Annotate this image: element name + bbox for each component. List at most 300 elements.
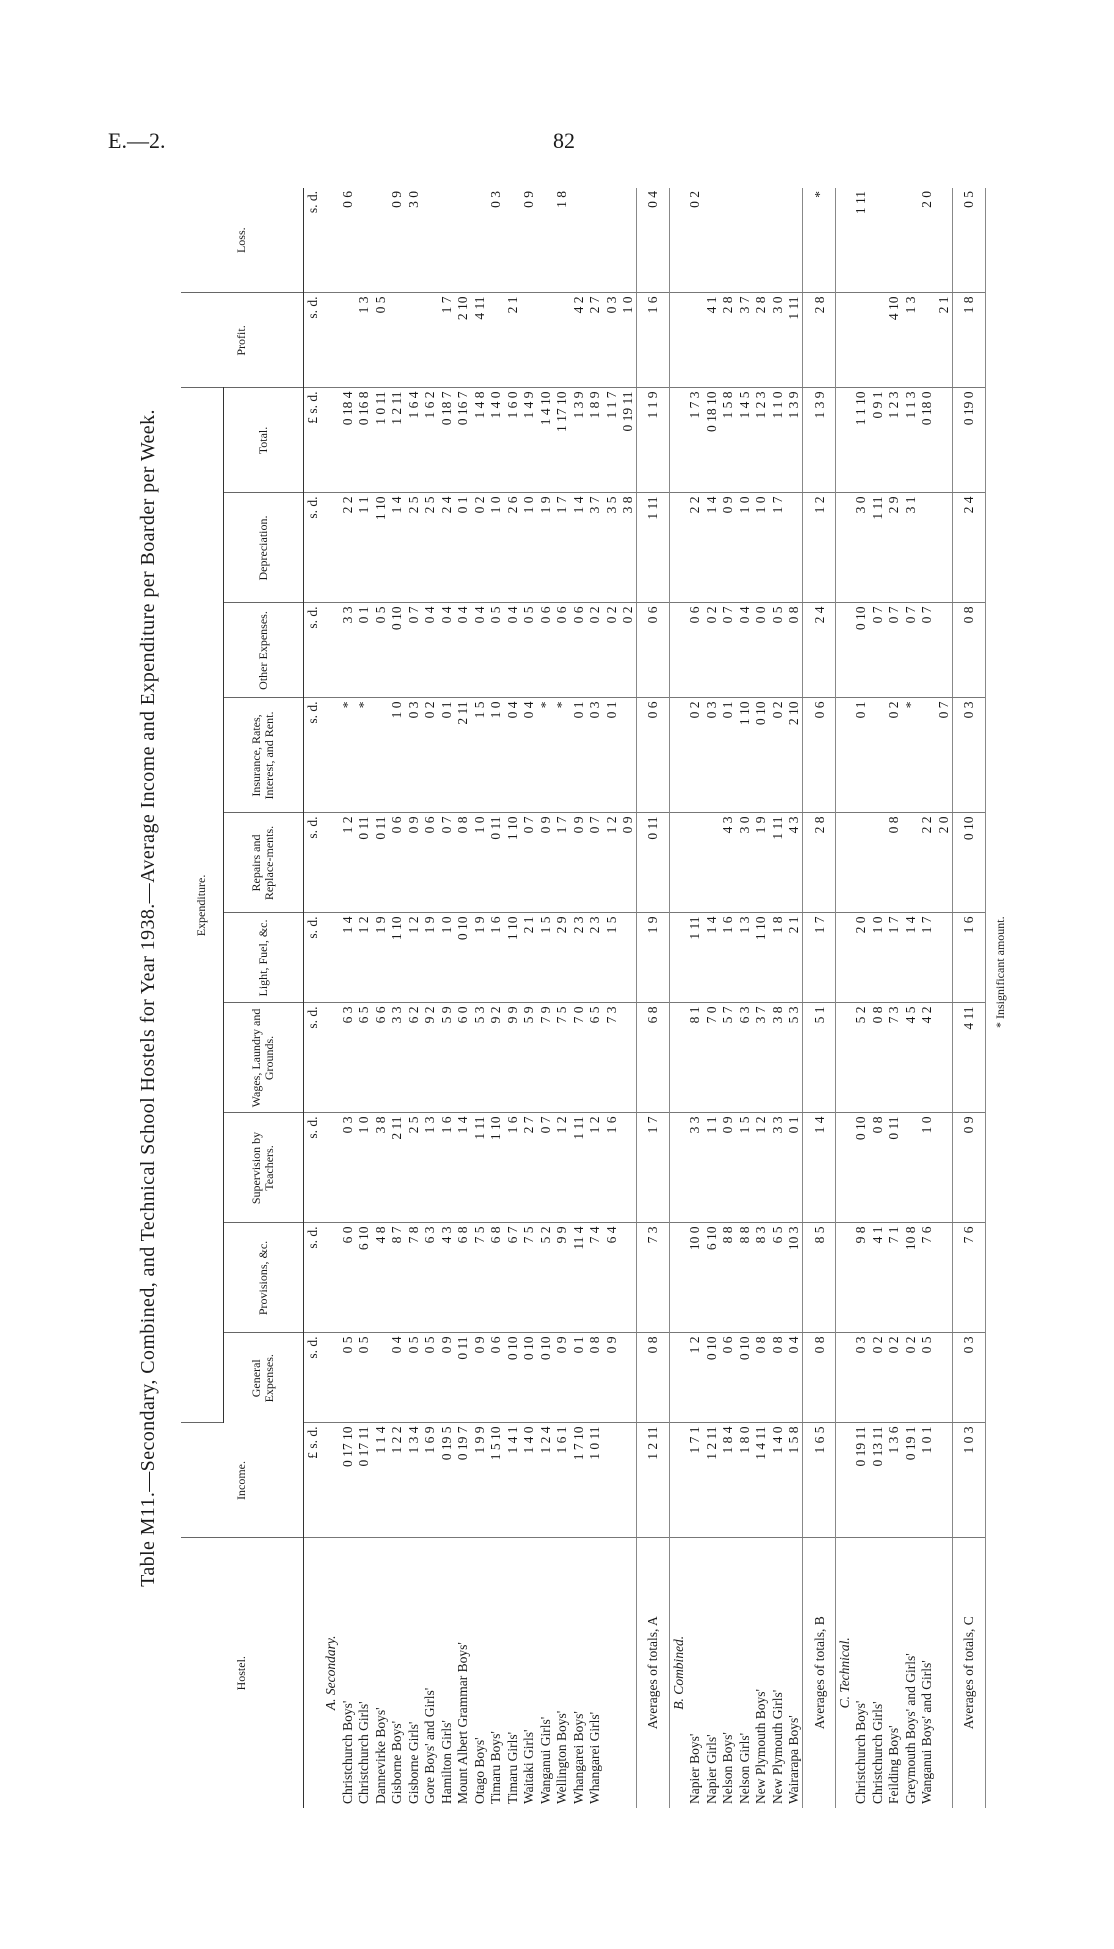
value-cell: 9 2 xyxy=(488,1003,505,1113)
value-cell: 0 1 xyxy=(603,698,620,813)
value-cell: 0 5 xyxy=(488,603,505,698)
value-cell: 6 3 xyxy=(422,1223,439,1333)
value-cell: 1 4 10 xyxy=(537,388,554,493)
value-cell: 1 10 xyxy=(372,493,389,603)
value-cell: 0 6 xyxy=(389,813,406,913)
value-cell: 1 10 xyxy=(504,913,521,1003)
average-value-cell: 1 2 xyxy=(803,493,836,603)
table-row xyxy=(769,188,786,1808)
value-cell: 1 7 xyxy=(554,493,571,603)
empty-cell xyxy=(836,698,853,813)
units-row xyxy=(303,188,323,1808)
footnote: * Insignificant amount. xyxy=(993,916,1007,1028)
hostel-name: Gisborne Boys' xyxy=(389,1720,405,1804)
value-cell: 2 2 xyxy=(339,493,356,603)
value-cell: 2 2 xyxy=(687,493,704,603)
empty-cell xyxy=(323,1113,340,1223)
empty-cell xyxy=(323,603,340,698)
value-cell: 0 5 xyxy=(339,1333,356,1423)
value-cell: 7 8 xyxy=(405,1223,422,1333)
value-cell xyxy=(736,188,753,293)
averages-label: Averages of totals, B xyxy=(803,1538,836,1808)
hostel-name: Wellington Boys' xyxy=(554,1710,570,1804)
table-row xyxy=(753,188,770,1808)
value-cell: 1 0 xyxy=(919,1113,936,1223)
average-value-cell: 0 11 xyxy=(637,813,670,913)
empty-cell xyxy=(670,913,687,1003)
value-cell: 1 5 8 xyxy=(720,388,737,493)
empty-cell xyxy=(670,1113,687,1223)
table-row xyxy=(405,188,422,1808)
value-cell: 0 4 xyxy=(504,698,521,813)
value-cell xyxy=(620,1003,637,1113)
value-cell: 1 2 xyxy=(554,1113,571,1223)
value-cell: 4 1 xyxy=(869,1223,886,1333)
value-cell: 0 6 xyxy=(537,603,554,698)
value-cell: 1 3 xyxy=(902,293,919,388)
value-cell: 6 2 xyxy=(405,1003,422,1113)
value-cell: 0 10 xyxy=(736,1333,753,1423)
value-cell: 0 2 xyxy=(869,1333,886,1423)
value-cell: 1 11 xyxy=(570,1113,587,1223)
value-cell: 0 8 xyxy=(869,1113,886,1223)
col-insurance: Insurance, Rates, Interest, and Rent. xyxy=(223,698,303,813)
table-row xyxy=(620,188,637,1808)
value-cell: 0 1 xyxy=(356,603,373,698)
value-cell: 1 2 xyxy=(753,1113,770,1223)
value-cell: 2 10 xyxy=(786,698,803,813)
value-cell: 1 1 xyxy=(356,493,373,603)
col-general: General Expenses. xyxy=(223,1333,303,1423)
value-cell: 0 1 xyxy=(720,698,737,813)
value-cell: 0 7 xyxy=(537,1113,554,1223)
value-cell: 1 0 11 xyxy=(587,1423,604,1538)
value-cell: 0 9 xyxy=(620,813,637,913)
value-cell: 0 1 xyxy=(438,698,455,813)
value-cell: 2 9 xyxy=(886,493,903,603)
average-value-cell: 1 0 3 xyxy=(952,1423,985,1538)
hostel-name: Christchurch Girls' xyxy=(869,1701,885,1804)
empty-cell xyxy=(670,1003,687,1113)
value-cell: 0 6 xyxy=(554,603,571,698)
value-cell xyxy=(372,188,389,293)
average-value-cell: 2 8 xyxy=(803,813,836,913)
value-cell: 8 7 xyxy=(389,1223,406,1333)
value-cell: 1 4 0 xyxy=(521,1423,538,1538)
value-cell: 1 1 3 xyxy=(902,388,919,493)
value-cell: 1 3 4 xyxy=(405,1423,422,1538)
value-cell: 3 8 xyxy=(372,1113,389,1223)
average-value-cell: 1 7 xyxy=(637,1113,670,1223)
average-value-cell: 1 4 xyxy=(803,1113,836,1223)
value-cell: 0 13 11 xyxy=(869,1423,886,1538)
section-heading-row xyxy=(323,188,340,1808)
empty-cell xyxy=(836,1113,853,1223)
hostel-name: Christchurch Girls' xyxy=(356,1701,372,1804)
value-cell: 2 7 xyxy=(587,293,604,388)
averages-row xyxy=(637,188,670,1808)
value-cell: 3 0 xyxy=(736,813,753,913)
value-cell: 3 3 xyxy=(769,1113,786,1223)
value-cell: 0 4 xyxy=(786,1333,803,1423)
value-cell xyxy=(919,698,936,813)
value-cell: 0 10 xyxy=(521,1333,538,1423)
empty-cell xyxy=(323,1223,340,1333)
section-heading-row xyxy=(836,188,853,1808)
value-cell: 0 3 xyxy=(405,698,422,813)
value-cell xyxy=(853,813,870,913)
value-cell: 3 3 xyxy=(389,1003,406,1113)
value-cell: 0 5 xyxy=(372,293,389,388)
averages-row xyxy=(803,188,836,1808)
value-cell: 0 10 xyxy=(504,1333,521,1423)
value-cell xyxy=(935,1223,952,1333)
value-cell xyxy=(405,293,422,388)
value-cell: 1 10 xyxy=(736,698,753,813)
table-row xyxy=(554,188,571,1808)
value-cell: 1 3 xyxy=(736,913,753,1003)
value-cell: 6 8 xyxy=(455,1223,472,1333)
value-cell: 1 17 10 xyxy=(554,388,571,493)
value-cell xyxy=(769,188,786,293)
value-cell: 1 6 xyxy=(504,1113,521,1223)
value-cell: 0 2 xyxy=(886,1333,903,1423)
average-value-cell: 2 8 xyxy=(803,293,836,388)
value-cell: 1 0 xyxy=(488,493,505,603)
empty-cell xyxy=(670,293,687,388)
value-cell xyxy=(687,293,704,388)
table-row xyxy=(886,188,903,1808)
value-cell xyxy=(869,698,886,813)
value-cell: 1 4 xyxy=(703,493,720,603)
value-cell: 2 7 xyxy=(521,1113,538,1223)
value-cell: 0 4 xyxy=(471,603,488,698)
value-cell: * xyxy=(537,698,554,813)
value-cell: 1 10 xyxy=(504,813,521,913)
value-cell: 0 5 xyxy=(919,1333,936,1423)
value-cell: 3 3 xyxy=(339,603,356,698)
value-cell: 1 7 xyxy=(769,493,786,603)
value-cell: 1 1 10 xyxy=(853,388,870,493)
value-cell: 1 5 xyxy=(537,913,554,1003)
value-cell: 6 5 xyxy=(356,1003,373,1113)
empty-cell xyxy=(323,493,340,603)
value-cell: 1 7 10 xyxy=(570,1423,587,1538)
hostel-name: Napier Girls' xyxy=(703,1734,719,1804)
value-cell: 0 10 xyxy=(753,698,770,813)
value-cell: 1 2 xyxy=(687,1333,704,1423)
value-cell: 1 10 xyxy=(488,1113,505,1223)
average-value-cell: 0 5 xyxy=(952,188,985,293)
average-value-cell: 0 4 xyxy=(637,188,670,293)
value-cell: 0 9 xyxy=(603,1333,620,1423)
hostel-name: Mount Albert Grammar Boys' xyxy=(455,1642,471,1804)
value-cell: 0 19 11 xyxy=(853,1423,870,1538)
value-cell: 0 1 xyxy=(853,698,870,813)
value-cell xyxy=(919,293,936,388)
value-cell: 0 6 xyxy=(422,813,439,913)
hostel-name: Nelson Girls' xyxy=(736,1732,752,1804)
unit-cell: s. d. xyxy=(303,493,323,603)
value-cell: 6 3 xyxy=(339,1003,356,1113)
value-cell: 0 7 xyxy=(902,603,919,698)
value-cell: * xyxy=(339,698,356,813)
value-cell: 0 2 xyxy=(902,1333,919,1423)
value-cell: 3 0 xyxy=(853,493,870,603)
empty-cell xyxy=(670,603,687,698)
value-cell: 7 5 xyxy=(471,1223,488,1333)
value-cell: 1 6 xyxy=(603,1113,620,1223)
value-cell: 0 2 xyxy=(703,603,720,698)
value-cell xyxy=(703,188,720,293)
value-cell: 0 7 xyxy=(587,813,604,913)
value-cell: 1 8 xyxy=(769,913,786,1003)
empty-cell xyxy=(323,813,340,913)
table-row xyxy=(853,188,870,1808)
value-cell: 0 4 xyxy=(438,603,455,698)
average-value-cell: 1 9 xyxy=(637,913,670,1003)
value-cell: 0 9 xyxy=(389,188,406,293)
average-value-cell: 0 8 xyxy=(637,1333,670,1423)
average-value-cell: 0 3 xyxy=(952,1333,985,1423)
hostel-name: Whangarei Boys' xyxy=(570,1711,586,1804)
value-cell: 1 9 xyxy=(372,913,389,1003)
value-cell xyxy=(554,293,571,388)
col-repairs: Repairs and Replace-ments. xyxy=(223,813,303,913)
average-value-cell: 2 4 xyxy=(803,603,836,698)
value-cell: 0 9 xyxy=(438,1333,455,1423)
value-cell: 5 3 xyxy=(786,1003,803,1113)
value-cell: 1 9 xyxy=(471,913,488,1003)
table-row xyxy=(339,188,356,1808)
table-row xyxy=(455,188,472,1808)
value-cell: 1 4 xyxy=(902,913,919,1003)
value-cell: 0 11 xyxy=(356,813,373,913)
value-cell xyxy=(521,293,538,388)
value-cell: 0 18 10 xyxy=(703,388,720,493)
rotated-table-page xyxy=(137,188,1037,1808)
empty-cell xyxy=(670,188,687,293)
value-cell: 1 2 4 xyxy=(537,1423,554,1538)
value-cell xyxy=(935,1003,952,1113)
value-cell: 0 8 xyxy=(786,603,803,698)
table-row xyxy=(422,188,439,1808)
value-cell: 0 9 xyxy=(720,493,737,603)
empty-cell xyxy=(670,388,687,493)
value-cell: 0 7 xyxy=(869,603,886,698)
value-cell xyxy=(438,188,455,293)
average-value-cell: 6 8 xyxy=(637,1003,670,1113)
value-cell: 2 9 xyxy=(554,913,571,1003)
unit-cell: s. d. xyxy=(303,603,323,698)
empty-cell xyxy=(323,1423,340,1538)
value-cell: 2 6 xyxy=(504,493,521,603)
hostel-name: Wairarapa Boys' xyxy=(786,1715,802,1804)
value-cell: 0 11 xyxy=(455,1333,472,1423)
value-cell: 7 0 xyxy=(570,1003,587,1113)
value-cell: 1 5 10 xyxy=(488,1423,505,1538)
value-cell: 1 4 11 xyxy=(753,1423,770,1538)
col-supervision: Supervision by Teachers. xyxy=(223,1113,303,1223)
value-cell: 1 6 xyxy=(720,913,737,1003)
value-cell: 8 3 xyxy=(753,1223,770,1333)
value-cell: 0 10 xyxy=(853,1113,870,1223)
value-cell: 0 3 xyxy=(488,188,505,293)
value-cell: 0 9 xyxy=(405,813,422,913)
value-cell: 4 2 xyxy=(919,1003,936,1113)
value-cell: 3 8 xyxy=(620,493,637,603)
value-cell: 0 2 xyxy=(471,493,488,603)
value-cell xyxy=(537,188,554,293)
value-cell: 1 6 xyxy=(488,913,505,1003)
value-cell xyxy=(587,188,604,293)
value-cell: 2 1 xyxy=(504,293,521,388)
value-cell: 1 0 xyxy=(389,698,406,813)
table-row xyxy=(935,188,952,1808)
value-cell: 1 2 2 xyxy=(389,1423,406,1538)
hostel-name: Christchurch Boys' xyxy=(339,1700,355,1804)
value-cell xyxy=(356,188,373,293)
value-cell xyxy=(869,293,886,388)
value-cell: 0 16 7 xyxy=(455,388,472,493)
col-expenditure: Expenditure. xyxy=(181,388,223,1423)
value-cell: 0 8 xyxy=(869,1003,886,1113)
value-cell xyxy=(603,1423,620,1538)
average-value-cell: 1 7 xyxy=(803,913,836,1003)
hostel-name: Wanganui Girls' xyxy=(537,1716,553,1804)
average-value-cell: 4 11 xyxy=(952,1003,985,1113)
value-cell: 3 5 xyxy=(603,493,620,603)
hostel-name: Timaru Girls' xyxy=(504,1731,520,1804)
table-row xyxy=(372,188,389,1808)
value-cell: 0 19 1 xyxy=(902,1423,919,1538)
table-row xyxy=(703,188,720,1808)
value-cell: 1 7 xyxy=(438,293,455,388)
value-cell: 0 1 xyxy=(570,698,587,813)
table-row xyxy=(504,188,521,1808)
value-cell: 0 2 xyxy=(603,603,620,698)
value-cell xyxy=(853,293,870,388)
value-cell xyxy=(935,388,952,493)
table-row xyxy=(438,188,455,1808)
value-cell: 2 5 xyxy=(405,1113,422,1223)
value-cell xyxy=(902,813,919,913)
value-cell: 1 0 xyxy=(736,493,753,603)
value-cell: 6 0 xyxy=(339,1223,356,1333)
value-cell: 1 11 xyxy=(853,188,870,293)
value-cell: 1 2 xyxy=(339,813,356,913)
value-cell: 6 5 xyxy=(587,1003,604,1113)
average-value-cell: 0 19 0 xyxy=(952,388,985,493)
table-row xyxy=(488,188,505,1808)
value-cell: 0 3 xyxy=(703,698,720,813)
average-value-cell: 1 1 9 xyxy=(637,388,670,493)
value-cell: 7 3 xyxy=(603,1003,620,1113)
value-cell: 0 3 xyxy=(339,1113,356,1223)
col-depreciation: Depreciation. xyxy=(223,493,303,603)
value-cell: 2 0 xyxy=(919,188,936,293)
value-cell: 9 9 xyxy=(554,1223,571,1333)
value-cell: 5 3 xyxy=(471,1003,488,1113)
value-cell: 0 0 xyxy=(753,603,770,698)
value-cell: 0 4 xyxy=(521,698,538,813)
section-heading: B. Combined. xyxy=(670,1635,686,1710)
value-cell xyxy=(935,1333,952,1423)
document-code: E.—2. xyxy=(108,128,166,153)
value-cell: 0 3 xyxy=(587,698,604,813)
value-cell xyxy=(869,188,886,293)
value-cell: 7 9 xyxy=(537,1003,554,1113)
empty-cell xyxy=(836,913,853,1003)
empty-cell xyxy=(323,913,340,1003)
value-cell xyxy=(339,293,356,388)
value-cell: 0 11 xyxy=(488,813,505,913)
table-row xyxy=(786,188,803,1808)
value-cell: 1 6 2 xyxy=(422,388,439,493)
empty-cell xyxy=(836,388,853,493)
value-cell: 1 6 4 xyxy=(405,388,422,493)
value-cell: 1 2 11 xyxy=(389,388,406,493)
col-wages: Wages, Laundry and Grounds. xyxy=(223,1003,303,1113)
value-cell: 6 3 xyxy=(736,1003,753,1113)
empty-cell xyxy=(836,293,853,388)
value-cell: 0 6 xyxy=(488,1333,505,1423)
value-cell: 1 3 xyxy=(422,1113,439,1223)
average-value-cell: 7 3 xyxy=(637,1223,670,1333)
value-cell: 4 3 xyxy=(720,813,737,913)
value-cell: 3 1 xyxy=(902,493,919,603)
value-cell: 7 5 xyxy=(554,1003,571,1113)
col-total: Total. xyxy=(223,388,303,493)
value-cell xyxy=(620,188,637,293)
hostel-name: New Plymouth Girls' xyxy=(769,1689,785,1804)
value-cell: 0 8 xyxy=(769,1333,786,1423)
value-cell xyxy=(935,603,952,698)
average-value-cell: 7 6 xyxy=(952,1223,985,1333)
average-value-cell: 0 6 xyxy=(637,603,670,698)
value-cell: 1 7 3 xyxy=(687,388,704,493)
average-value-cell: 1 8 xyxy=(952,293,985,388)
value-cell xyxy=(422,293,439,388)
value-cell: 10 8 xyxy=(902,1223,919,1333)
empty-cell xyxy=(836,813,853,913)
average-value-cell: 0 10 xyxy=(952,813,985,913)
value-cell: 0 16 8 xyxy=(356,388,373,493)
value-cell: 4 2 xyxy=(570,293,587,388)
unit-cell: s. d. xyxy=(303,913,323,1003)
col-provisions: Provisions, &c. xyxy=(223,1223,303,1333)
hostel-name: Timaru Boys' xyxy=(488,1731,504,1804)
average-value-cell: 0 9 xyxy=(952,1113,985,1223)
value-cell: 2 10 xyxy=(455,293,472,388)
value-cell: 3 3 xyxy=(687,1113,704,1223)
value-cell xyxy=(471,188,488,293)
value-cell: * xyxy=(554,698,571,813)
value-cell: 9 2 xyxy=(422,1003,439,1113)
col-profit: Profit. xyxy=(181,293,303,388)
value-cell: 6 6 xyxy=(372,1003,389,1113)
hostel-name: Whangarei Girls' xyxy=(587,1711,603,1804)
empty-cell xyxy=(323,1003,340,1113)
section-heading: A. Secondary. xyxy=(323,1635,339,1711)
table-row xyxy=(720,188,737,1808)
unit-cell: s. d. xyxy=(303,1003,323,1113)
value-cell: 1 7 1 xyxy=(687,1423,704,1538)
value-cell: 0 11 xyxy=(886,1113,903,1223)
value-cell: 0 4 xyxy=(736,603,753,698)
table-row xyxy=(919,188,936,1808)
value-cell: 0 6 xyxy=(720,1333,737,1423)
